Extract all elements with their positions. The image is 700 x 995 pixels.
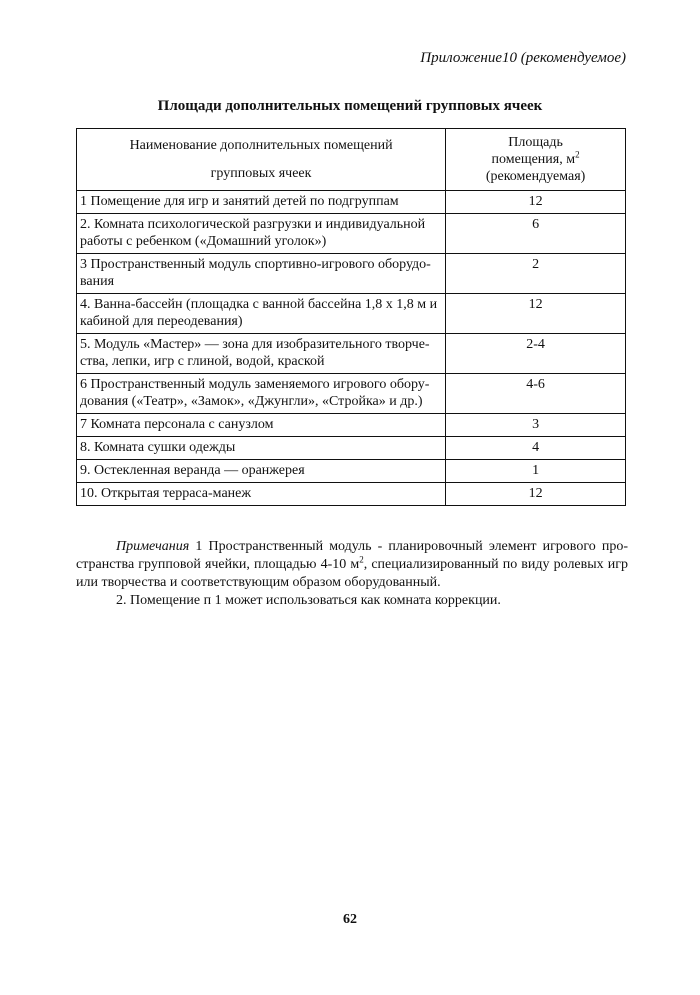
note-1-superscript: 2 (359, 554, 364, 565)
rooms-area-table (76, 128, 626, 506)
row-area-cell: 4-6 (446, 374, 626, 414)
column-header-area-line1: Площадь (508, 135, 563, 150)
notes-block (76, 538, 628, 610)
table-row (77, 214, 626, 254)
row-name-cell: 7 Комната персонала с санузлом (77, 414, 446, 437)
appendix-label: Приложение10 (рекомендуемое) (420, 50, 626, 66)
table-row (77, 294, 626, 334)
table-row (77, 254, 626, 294)
row-area-cell: 12 (446, 191, 626, 214)
table-title: Площади дополнительных помещений групповых ячеек (157, 98, 543, 114)
row-name-cell: 3 Пространственный модуль спортивно-игрового оборудо-вания (77, 254, 446, 294)
column-header-name-line2: групповых ячеек (210, 166, 312, 181)
table-row (77, 334, 626, 374)
row-name-cell: 2. Комната психологической разгрузки и индивидуальной работы с ребенком («Домашний уголок») (77, 214, 446, 254)
page-number: 62 (343, 912, 357, 927)
row-name-cell: 8. Комната сушки одежды (77, 437, 446, 460)
column-header-area-line2: помещения, м (491, 152, 576, 167)
row-area-cell: 6 (446, 214, 626, 254)
row-name-cell: 9. Остекленная веранда — оранжерея (77, 460, 446, 483)
row-area-cell: 12 (446, 294, 626, 334)
row-name-cell: 5. Модуль «Мастер» — зона для изобразительного творче-ства, лепки, игр с глиной, водой, краской (77, 334, 446, 374)
note-2: 2. Помещение п 1 может использоваться как комната коррекции. (116, 593, 501, 608)
row-area-cell: 1 (446, 460, 626, 483)
table-row (77, 191, 626, 214)
table-row (77, 437, 626, 460)
row-area-cell: 3 (446, 414, 626, 437)
notes-label: Примечания (116, 539, 190, 554)
table-header-row (77, 129, 626, 191)
row-name-cell: 4. Ванна-бассейн (площадка с ванной бассейна 1,8 х 1,8 м и кабиной для переодевания) (77, 294, 446, 334)
table-row (77, 460, 626, 483)
column-header-area-superscript: 2 (575, 149, 580, 160)
row-area-cell: 2-4 (446, 334, 626, 374)
column-header-name-line1: Наименование дополнительных помещений (129, 138, 393, 153)
row-name-cell: 6 Пространственный модуль заменяемого игрового обору-дования («Театр», «Замок», «Джунгли», «Стройка» и др.) (77, 374, 446, 414)
note-1-text-start: 1 Пространственный модуль - планировочный элемент игрового про-странства групповой ячейки, площадью 4-10 м (76, 539, 628, 572)
table-row (77, 374, 626, 414)
note-1 (76, 538, 628, 592)
row-area-cell: 4 (446, 437, 626, 460)
note-1-text-end: , специализированный по виду ролевых игр или творчества и соответствующим образом оборудованный. (76, 557, 629, 590)
row-area-cell: 12 (446, 483, 626, 506)
row-area-cell: 2 (446, 254, 626, 294)
column-header-area-line3: (рекомендуемая) (485, 169, 586, 184)
table-row (77, 414, 626, 437)
column-header-area (446, 129, 626, 191)
row-name-cell: 10. Открытая терраса-манеж (77, 483, 446, 506)
column-header-name (77, 129, 446, 191)
table-row (77, 483, 626, 506)
row-name-cell: 1 Помещение для игр и занятий детей по подгруппам (77, 191, 446, 214)
